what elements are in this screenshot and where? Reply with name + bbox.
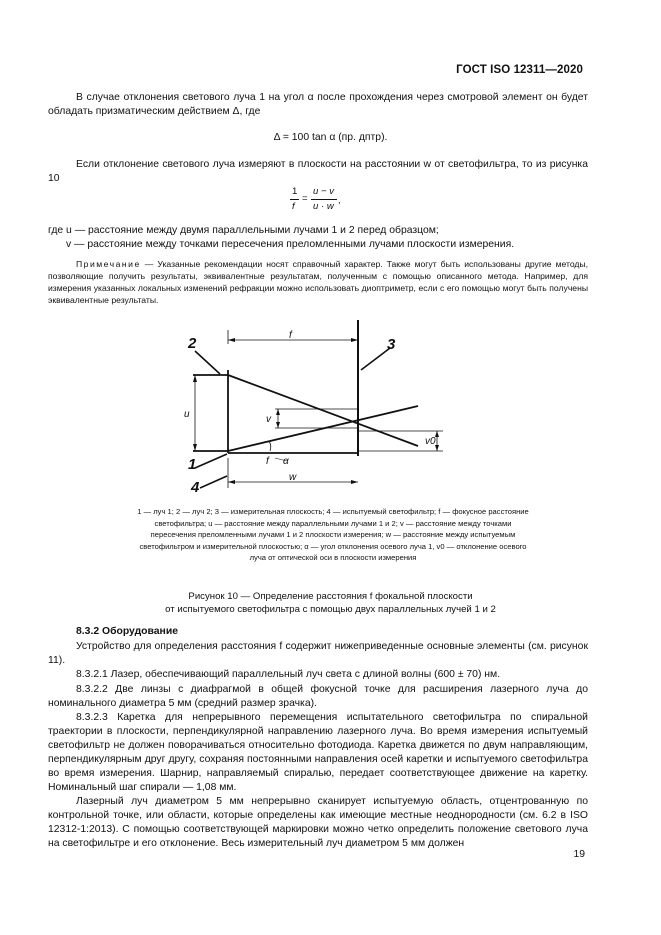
label-alpha: α <box>283 456 289 467</box>
where-u: где u — расстояние между двумя параллельными лучами 1 и 2 перед образцом; <box>48 225 439 236</box>
figure-10-diagram <box>175 318 475 498</box>
ray-2-refracted <box>228 375 418 446</box>
figure-title <box>90 590 571 616</box>
note-text: — Указанные рекомендации носят справочный характер. Также могут быть использованы другие методы, позволяющие получить результаты, эквивалентные результатам, полученным с помощью описанного метода. Например, для измерения указанных локальных изменений рефракции можно использовать диоптриметр, если с его помощью могут быть получены эквивалентные результаты. <box>48 259 588 305</box>
leader-1 <box>195 454 227 468</box>
formula-lhs-den: f <box>292 201 295 212</box>
ray-1-refracted <box>228 406 418 451</box>
figure-title-line-1: Рисунок 10 — Определение расстояния f фокальной плоскости <box>188 591 473 602</box>
note-label: Примечание <box>76 259 141 269</box>
section-paragraph-1: Устройство для определения расстояния f содержит нижеприведенные основные элементы (см. рисунок 11). <box>48 641 588 666</box>
formula-lhs-bar <box>290 199 299 200</box>
label-filter: 4 <box>191 479 200 496</box>
page-number: 19 <box>573 849 585 860</box>
formula-rhs-den: u · w <box>313 201 334 212</box>
label-ray-1: 1 <box>188 456 197 473</box>
label-f: f <box>289 330 292 341</box>
formula-rhs-bar <box>311 199 337 200</box>
label-f-small: f <box>266 456 269 467</box>
figure-key: 1 — луч 1; 2 — луч 2; 3 — измерительная плоскость; 4 — испытуемый светофильтр; f — фокусное расстояние светофильтра; u — расстояние между параллельными лучами 1 и 2; v — расстояние между точками пересечения преломленными лучами 1 и 2 плоскости измерения; w — расстояние между испытуемым светофильтром и измерительной плоскостью; α — угол отклонения осевого луча 1, v0 — отклонение осевого луча от оптической оси в плоскости измерения <box>137 507 529 562</box>
label-ray-2: 2 <box>188 335 197 352</box>
document-header: ГОСТ ISO 12311—2020 <box>456 64 583 76</box>
label-v0: v0 <box>425 436 436 447</box>
label-v: v <box>266 414 271 425</box>
formula-rhs-num: u − v <box>313 186 335 197</box>
f-dim-arrow-left <box>228 338 235 342</box>
intro-paragraph-2: Если отклонение светового луча измеряют в плоскости на расстоянии w от светофильтра, то из рисунка 10 <box>48 159 588 184</box>
section-paragraph-2: 8.3.2.1 Лазер, обеспечивающий параллельный луч света с длиной волны (600 ± 70) нм. <box>76 669 501 680</box>
section-paragraph-4: 8.3.2.3 Каретка для непрерывного перемещения испытательного светофильтра по спиральной траектории в плоскости, перпендикулярной направлению лазерного луча. Во время измерения испытуемый светофильтр не должен поворачиваться относительно фотодиода. Каретка движется по двум направляющим, перпендикулярным друг другу, сохраняя постоянными направления осей каретки и испытуемого светофильтра во время измерения. Шарнир, направляемый спиралью, передает соответствующее движение на каретку. Номинальный шаг спирали — 1,08 мм. <box>48 712 588 793</box>
note-paragraph <box>48 258 588 306</box>
section-paragraph-3: 8.3.2.2 Две линзы с диафрагмой в общей фокусной точке для расширения лазерного луча до номинального диаметра 5 мм (средний размер зрачка). <box>48 684 588 709</box>
f-dim-arrow-right <box>351 338 358 342</box>
label-plane: 3 <box>387 336 396 353</box>
leader-2 <box>195 351 220 374</box>
section-paragraph-5: Лазерный луч диаметром 5 мм непрерывно сканирует испытуемую область, отцентрованную по контрольной точке, или области, которые определены как имеющие местные неоднородности (см. 6.2 в ISO 12312-1:2013). С помощью соответствующей маркировки можно четко определить положение светового луча на светофильтре и его отклонение. Весь измерительный луч диаметром 5 мм должен <box>48 796 588 849</box>
formula-lhs-num: 1 <box>292 186 298 197</box>
formula-tail: , <box>338 195 341 206</box>
intro-paragraph-1: В случае отклонения светового луча 1 на угол α после прохождения через смотровой элемент он будет обладать призматическим действием Δ, где <box>48 92 588 117</box>
figure-title-line-2: от испытуемого светофильтра с помощью двух параллельных лучей 1 и 2 <box>165 604 496 615</box>
leader-3 <box>361 348 390 370</box>
section-heading: 8.3.2 Оборудование <box>76 626 178 637</box>
label-u: u <box>184 409 190 420</box>
leader-4 <box>200 476 227 488</box>
prism-formula: Δ = 100 tan α (пр. дптр). <box>273 132 388 143</box>
alpha-arc <box>269 441 271 451</box>
label-w: w <box>289 472 297 483</box>
formula-eq: = <box>302 193 308 204</box>
where-v: v — расстояние между точками пересечения преломленными лучами плоскости измерения. <box>66 239 515 250</box>
